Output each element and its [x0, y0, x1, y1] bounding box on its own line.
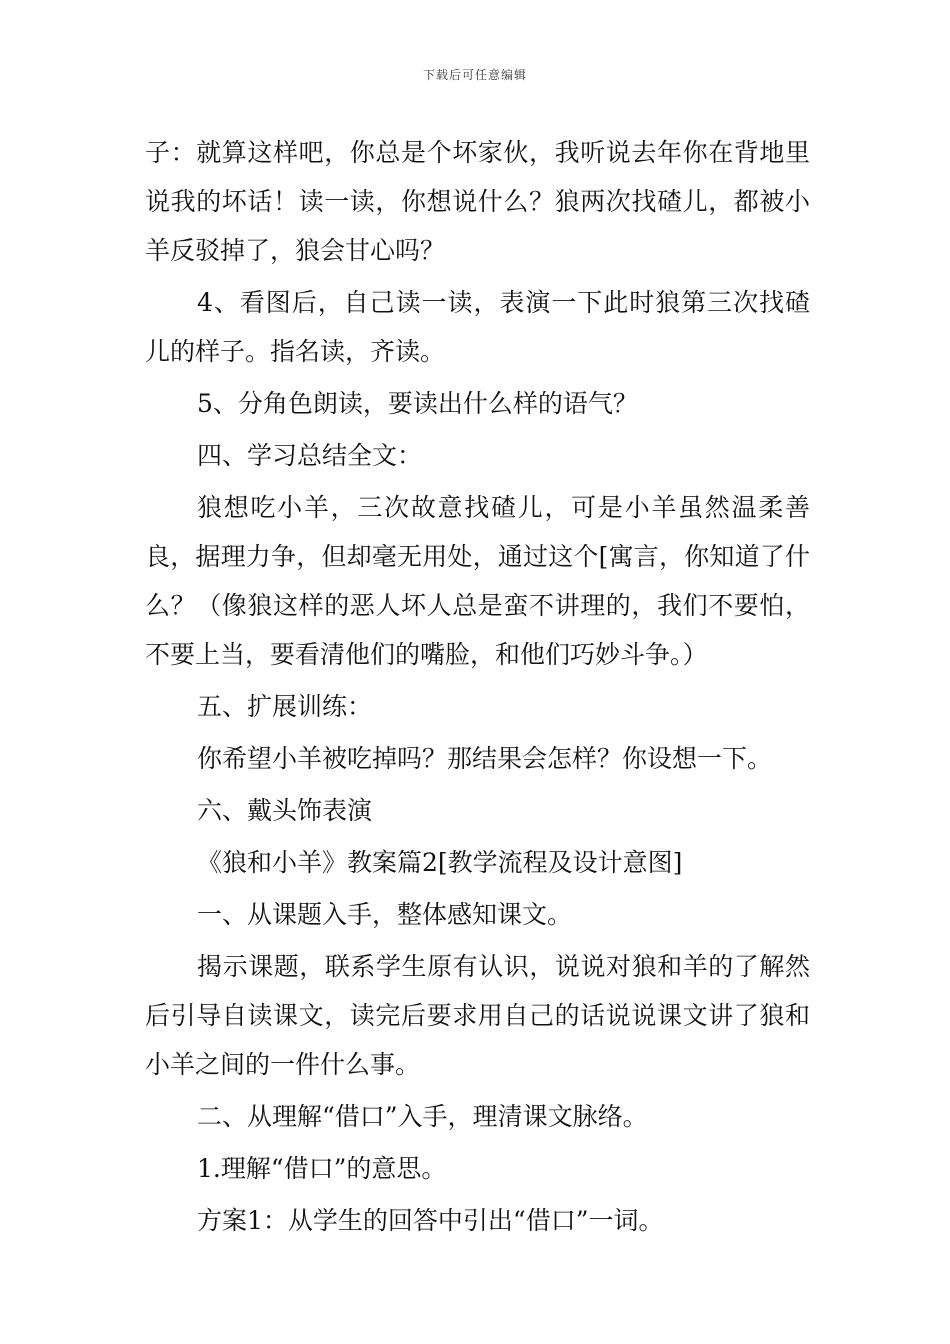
paragraph: 1.理解“借口”的意思。: [197, 1154, 447, 1183]
document-subtitle: 《狼和小羊》教案篇2[教学流程及设计意图]: [197, 848, 683, 877]
paragraph: 狼想吃小羊，三次故意找碴儿，可是小羊虽然温柔善良，据理力争，但却毫无用处，通过这个[寓言，你知道了什么？（像狼这样的恶人坏人总是蛮不讲理的，我们不要怕，不要上当，要看清他们的嘴脸，和他们巧妙斗争。）: [145, 493, 810, 669]
section-heading: 四、学习总结全文：: [197, 441, 423, 470]
paragraph: 揭示课题，联系学生原有认识，说说对狼和羊的了解然后引导自读课文，读完后要求用自己的话说说课文讲了狼和小羊之间的一件什么事。: [145, 952, 810, 1079]
paragraph: 方案1：从学生的回答中引出“借口”一词。: [197, 1206, 664, 1235]
paragraph: 4、看图后，自己读一读，表演一下此时狼第三次找碴儿的样子。指名读，齐读。: [145, 288, 810, 366]
document-body: [145, 128, 810, 1248]
page-header: 下载后可任意编辑: [422, 68, 527, 82]
section-heading: 二、从理解“借口”入手，理清课文脉络。: [197, 1102, 648, 1131]
section-heading: 五、扩展训练：: [197, 692, 373, 721]
paragraph: 你希望小羊被吃掉吗？那结果会怎样？你设想一下。: [197, 744, 773, 773]
paragraph: 5、分角色朗读，要读出什么样的语气？: [197, 389, 638, 418]
paragraph: 子：就算这样吧，你总是个坏家伙，我听说去年你在背地里说我的坏话！读一读，你想说什么？狼两次找碴儿，都被小羊反驳掉了，狼会甘心吗？: [145, 138, 810, 265]
section-heading: 六、戴头饰表演: [197, 796, 373, 825]
section-heading: 一、从课题入手，整体感知课文。: [197, 900, 573, 929]
